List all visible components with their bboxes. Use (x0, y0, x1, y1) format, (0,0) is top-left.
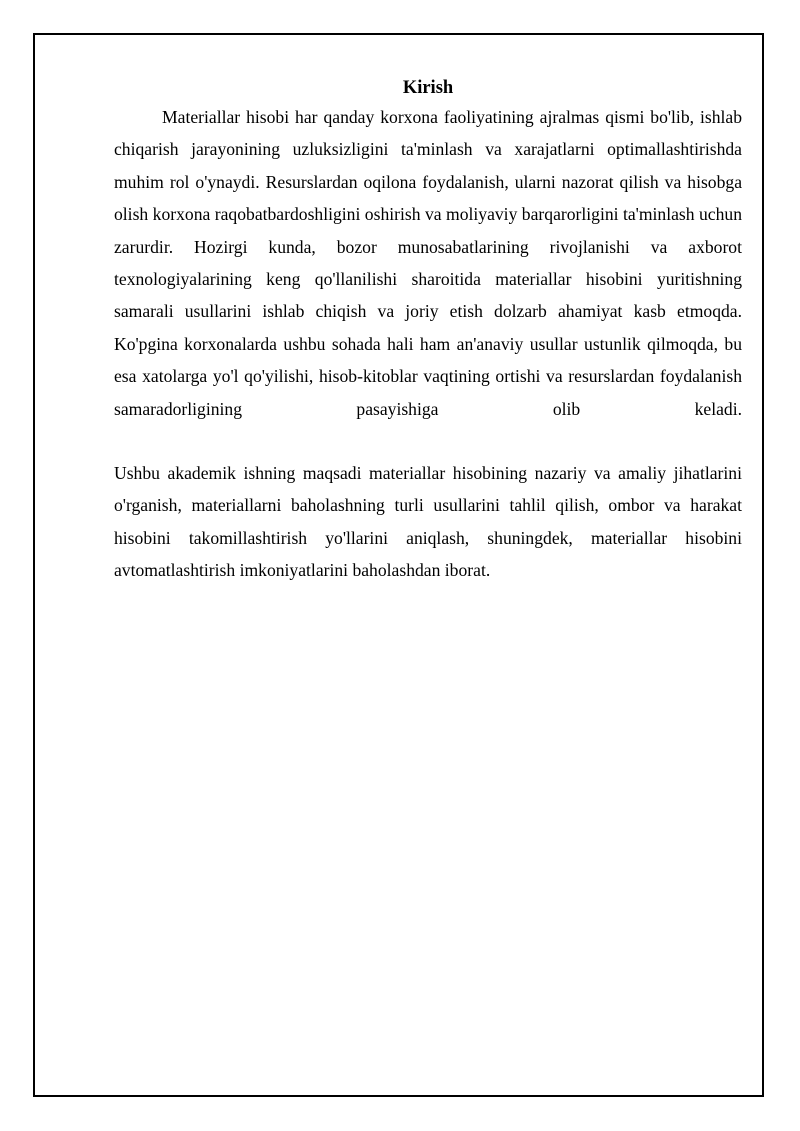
page-title: Kirish (402, 78, 454, 98)
document-body (114, 76, 742, 587)
paragraph-gap (114, 425, 742, 457)
aim-paragraph: Ushbu akademik ishning maqsadi materiallar hisobining nazariy va amaliy jihatlarini o'rganish, materiallarni baholashning turli usullarini tahlil qilish, ombor va harakat hisobini takomillashtirish yo'llarini aniqlash, shuningdek, materiallar hisobini avtomatlashtirish imkoniyatlarini baholashdan iborat. (114, 463, 742, 581)
intro-paragraph: Materiallar hisobi har qanday korxona faoliyatining ajralmas qismi bo'lib, ishlab chiqarish jarayonining uzluksizligini ta'minlash va xarajatlarni optimallashtirishda muhim rol o'ynaydi. Resurslardan oqilona foydalanish, ularni nazorat qilish va hisobga olish korxona raqobatbardoshligini oshirish va moliyaviy barqarorligini ta'minlash uchun zarurdir. Hozirgi kunda, bozor munosabatlarining rivojlanishi va axborot texnologiyalarining keng qo'llanilishi sharoitida materiallar hisobini yuritishning samarali usullarini ishlab chiqish va joriy etish dolzarb ahamiyat kasb etmoqda. Ko'pgina korxonalarda ushbu sohada hali ham an'anaviy usullar ustunlik qilmoqda, bu esa xatolarga yo'l qo'yilishi, hisob-kitoblar vaqtining ortishi va resurslardan foydalanish samaradorligining pasayishiga olib keladi. (114, 107, 742, 419)
